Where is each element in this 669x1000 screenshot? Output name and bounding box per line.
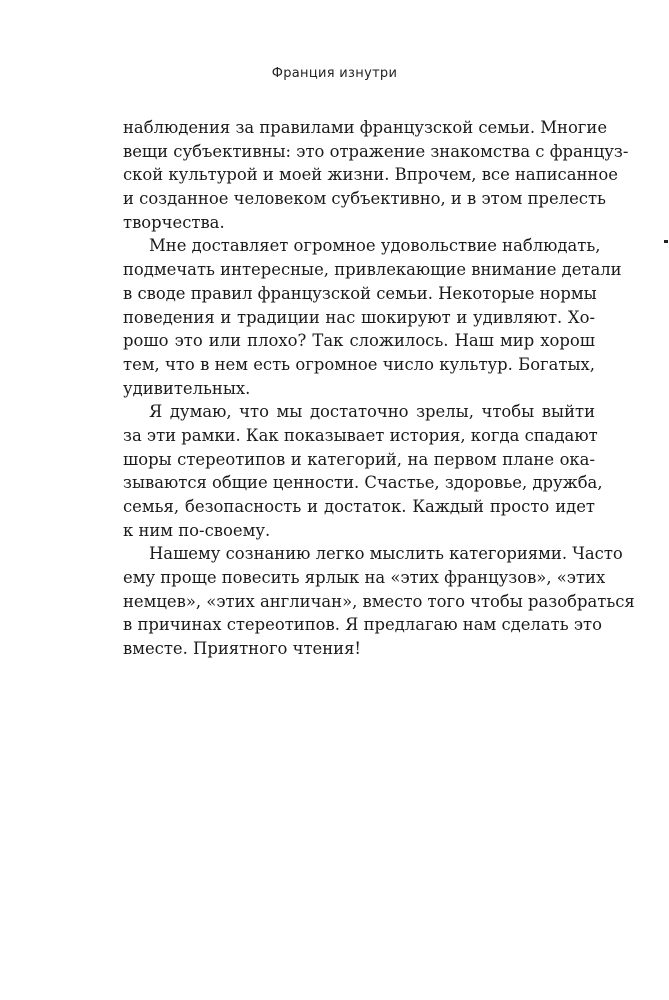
margin-mark	[664, 240, 668, 243]
text-line: в причинах стереотипов. Я предлагаю нам сделать это	[123, 615, 602, 635]
text-line: и созданное человеком субъективно, и в этом прелесть	[123, 189, 606, 209]
text-line: ему проще повесить ярлык на «этих французов», «этих	[123, 568, 606, 588]
text-line: рошо это или плохо? Так сложилось. Наш мир хорош	[123, 331, 595, 351]
running-title: Франция изнутри	[271, 66, 398, 81]
paragraph-start-line: Нашему сознанию легко мыслить категориями. Часто	[149, 544, 623, 564]
text-line: удивительных.	[123, 378, 251, 398]
text-line: вместе. Приятного чтения!	[123, 639, 362, 659]
text-line: зываются общие ценности. Счастье, здоровье, дружба,	[123, 473, 603, 493]
text-line: подмечать интересные, привлекающие внимание детали	[123, 260, 622, 280]
text-line: вещи субъективны: это отражение знакомства с француз-	[123, 141, 629, 161]
paragraph-start-line: Мне доставляет огромное удовольствие наблюдать,	[149, 236, 601, 256]
text-line: тем, что в нем есть огромное число культур. Богатых,	[123, 354, 595, 374]
text-line: поведения и традиции нас шокируют и удивляют. Хо-	[123, 307, 595, 327]
text-line: немцев», «этих англичан», вместо того чтобы разобраться	[123, 591, 635, 611]
text-line: шоры стереотипов и категорий, на первом плане ока-	[123, 449, 595, 469]
text-line: ской культурой и моей жизни. Впрочем, все написанное	[123, 165, 618, 185]
text-line: к ним по-своему.	[123, 520, 271, 540]
text-line: творчества.	[123, 212, 225, 232]
text-line: в своде правил французской семьи. Некоторые нормы	[123, 283, 597, 303]
text-line: за эти рамки. Как показывает история, когда спадают	[123, 425, 598, 445]
body-text	[123, 116, 635, 661]
text-line: семья, безопасность и достаток. Каждый просто идет	[123, 497, 595, 516]
text-line: наблюдения за правилами французской семьи. Многие	[123, 118, 608, 137]
paragraph-start-line: Я думаю, что мы достаточно зрелы, чтобы выйти	[149, 402, 595, 422]
